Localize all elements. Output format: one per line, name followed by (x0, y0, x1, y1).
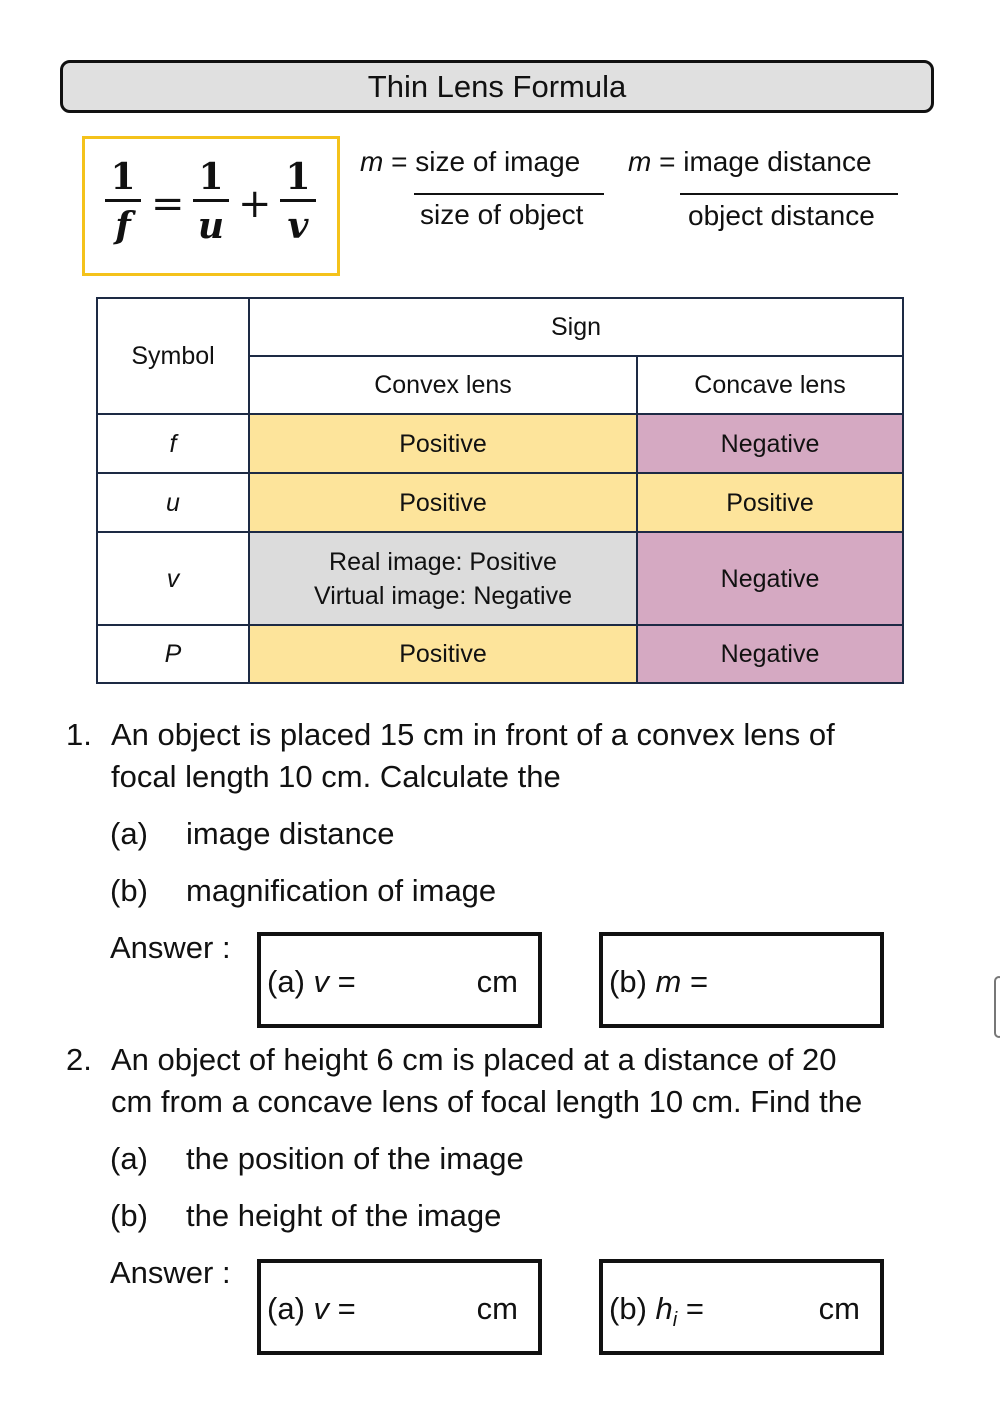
fraction-bar (280, 199, 316, 202)
answer-prefix: (b) m = (609, 964, 709, 999)
magnification-formula-distance (628, 146, 872, 178)
scroll-handle[interactable] (994, 976, 1000, 1038)
answer-unit: cm (818, 1291, 860, 1326)
header-sign: Sign (249, 298, 903, 356)
question-number: 2. (66, 1042, 92, 1077)
answer-prefix: (a) v = (267, 1291, 356, 1326)
formula-term2-numerator: 1 (285, 156, 311, 198)
header-symbol: Symbol (97, 298, 249, 414)
magnification-denominator: object distance (688, 200, 875, 231)
question-number: 1. (66, 717, 92, 752)
convex-cell: Positive (249, 414, 637, 473)
part-text: the height of the image (186, 1198, 502, 1233)
part-text: image distance (186, 816, 395, 851)
magnification-denominator: size of object (420, 199, 584, 230)
answer-label: Answer : (110, 930, 231, 965)
table-row (97, 414, 903, 473)
convex-cell-line: Virtual image: Negative (313, 581, 572, 610)
concave-cell: Positive (637, 473, 903, 532)
magnification-equals: = (659, 146, 676, 177)
header-convex-lens: Convex lens (249, 356, 637, 414)
question-text (111, 714, 941, 798)
convex-cell: Positive (249, 625, 637, 683)
answer-box-1b[interactable] (599, 932, 884, 1028)
question-line: focal length 10 cm. Calculate the (111, 759, 561, 794)
magnification-var: m (628, 146, 652, 177)
formula-term2-denominator: v (287, 205, 309, 247)
concave-cell: Negative (637, 532, 903, 625)
convex-cell-line: Real image: Positive (329, 547, 557, 576)
question-line: cm from a concave lens of focal length 10 cm. Find the (111, 1084, 863, 1119)
answer-unit: cm (476, 1291, 518, 1326)
formula-lhs-fraction (105, 157, 141, 246)
part-text: magnification of image (186, 873, 497, 908)
formula-lhs-denominator: f (115, 205, 131, 247)
answer-box-2b[interactable] (599, 1259, 884, 1355)
answer-box-1a[interactable] (257, 932, 542, 1028)
magnification-formula-size (360, 146, 580, 178)
table-header-row (97, 298, 903, 356)
formula-term2-fraction (280, 157, 316, 246)
header-concave-lens: Concave lens (637, 356, 903, 414)
fraction-bar (193, 199, 229, 202)
question-line: An object is placed 15 cm in front of a convex lens of (111, 717, 835, 752)
magnification-numerator: size of image (415, 146, 581, 177)
lens-formula-box (82, 136, 340, 276)
table-row (97, 625, 903, 683)
magnification-equals: = (391, 146, 408, 177)
formula-term1-numerator: 1 (198, 156, 224, 198)
fraction-bar (414, 193, 604, 195)
part-text: the position of the image (186, 1141, 524, 1176)
symbol-cell: P (97, 625, 249, 683)
concave-cell: Negative (637, 414, 903, 473)
formula-term1-denominator: u (197, 205, 225, 247)
page-title (60, 60, 934, 113)
magnification-numerator: image distance (683, 146, 872, 177)
fraction-bar (680, 193, 898, 195)
formula-lhs-numerator: 1 (110, 156, 136, 198)
question-text (111, 1039, 941, 1123)
answer-label: Answer : (110, 1255, 231, 1290)
answer-prefix: (a) v = (267, 964, 356, 999)
part-label: (a) (110, 816, 148, 851)
formula-plus: + (238, 181, 272, 227)
question-line: An object of height 6 cm is placed at a distance of 20 (111, 1042, 837, 1077)
formula-equals: = (151, 181, 185, 227)
question-2 (66, 1039, 946, 1129)
symbol-cell: u (97, 473, 249, 532)
formula-term1-fraction (193, 157, 229, 246)
answer-prefix: (b) $h_i$ = (609, 1291, 704, 1332)
table-row (97, 473, 903, 532)
part-label: (a) (110, 1141, 148, 1176)
question-1 (66, 714, 946, 804)
symbol-cell: f (97, 414, 249, 473)
part-label: (b) (110, 1198, 148, 1233)
magnification-var: m (360, 146, 384, 177)
concave-cell: Negative (637, 625, 903, 683)
symbol-cell: v (97, 532, 249, 625)
table-row (97, 532, 903, 625)
convex-cell: Positive (249, 473, 637, 532)
fraction-bar (105, 199, 141, 202)
convex-cell (249, 532, 637, 625)
answer-unit: cm (476, 964, 518, 999)
part-label: (b) (110, 873, 148, 908)
sign-convention-table (96, 297, 904, 684)
page-title-text: Thin Lens Formula (367, 68, 627, 104)
answer-box-2a[interactable] (257, 1259, 542, 1355)
